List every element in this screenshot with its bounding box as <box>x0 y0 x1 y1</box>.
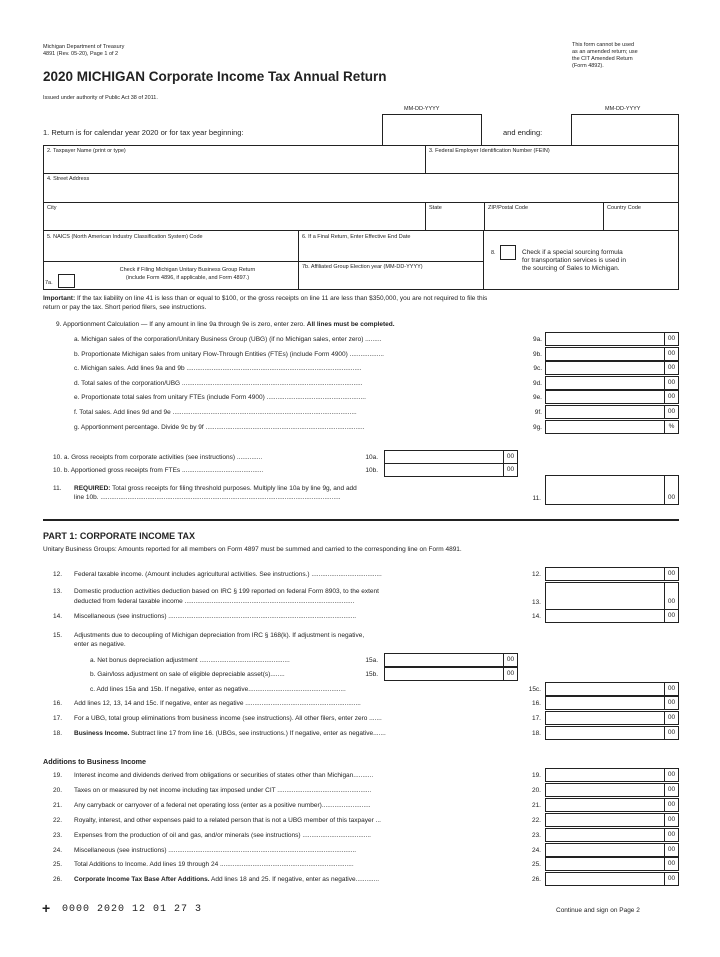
form-title: 2020 MICHIGAN Corporate Income Tax Annual Return <box>43 69 387 84</box>
line-number: 26. <box>53 876 63 884</box>
affiliated-group-date-field[interactable] <box>303 273 479 287</box>
line10-ref: 10a. <box>365 454 378 461</box>
line-text <box>74 772 514 780</box>
naics-field[interactable] <box>48 243 293 257</box>
line-bold-label: Business Income. <box>74 730 130 737</box>
tax-year-end-field[interactable] <box>571 114 679 146</box>
amended-note-4: (Form 4892). <box>572 63 604 69</box>
line15-number: 15. <box>53 632 63 639</box>
line-description: Taxes on or measured by net income including tax imposed under CIT .................................................... <box>74 786 372 794</box>
important-note-1: Important: If the tax liability on line 41 is less than or equal to $100, or the gross receipts on line 11 are less than $350,000, you are not required to file this <box>43 295 488 302</box>
line1-label: 1. Return is for calendar year 2020 or for tax year beginning: <box>43 128 244 137</box>
line9-text: d. Total sales of the corporation/UBG .................................................................................................... <box>74 379 363 387</box>
line-description: Add lines 18 and 25. If negative, enter as negative............. <box>209 876 380 884</box>
fein-label: 3. Federal Employer Identification Number (FEIN) <box>429 148 550 154</box>
line10-0-amount-field[interactable] <box>384 450 518 464</box>
line8-text-1: Check if a special sourcing formula <box>522 249 623 256</box>
naics-label: 5. NAICS (North American Industry Classification System) Code <box>47 234 203 240</box>
line15c-amount-field[interactable] <box>545 682 679 696</box>
line-22-cents: 00 <box>664 814 678 826</box>
line14-amount-field[interactable] <box>545 609 679 623</box>
line-description: Any carryback or carryover of a federal net operating loss (enter as a positive number)........................... <box>74 801 371 809</box>
line9-3-amount-field[interactable] <box>545 376 679 390</box>
line-number: 25. <box>53 861 63 869</box>
line-ref: 19. <box>531 772 541 779</box>
line11-amount-field[interactable] <box>545 475 679 505</box>
line9-text: e. Proportionate total sales from unitary FTEs (include Form 4900) ....................................................... <box>74 394 366 402</box>
street-address-label: 4. Street Address <box>47 176 90 182</box>
line-ref: 22. <box>531 816 541 824</box>
line9-text: f. Total sales. Add lines 9d and 9e ...................................................................................................... <box>74 409 357 416</box>
line12-number: 12. <box>53 571 63 578</box>
line7b-label: 7b. Affiliated Group Election year (MM-DD-YYYY) <box>302 264 423 270</box>
line15a-amount-field[interactable] <box>384 653 518 667</box>
city-field[interactable] <box>48 213 420 227</box>
state-field[interactable] <box>430 213 480 227</box>
line-number: 17. <box>53 715 63 722</box>
line-20-cents: 00 <box>664 784 678 796</box>
line9-text: c. Michigan sales. Add lines 9a and 9b ................................................................................................. <box>74 365 362 373</box>
line9-text: b. Proportionate Michigan sales from unitary Flow-Through Entities (FTEs) (include Form 4900) ................... <box>74 350 384 358</box>
taxpayer-name-field[interactable] <box>48 157 420 171</box>
line-number: 23. <box>53 831 63 839</box>
line-description: Total Additions to Income. Add lines 19 through 24 .......................................................................... <box>74 861 354 869</box>
line14-ref: 14. <box>531 613 541 620</box>
line-ref: 21. <box>531 801 541 809</box>
line-number: 18. <box>53 730 63 737</box>
fein-field[interactable] <box>430 157 674 171</box>
line15b-text: b. Gain/loss adjustment on sale of eligible depreciable asset(s)........ <box>90 671 285 678</box>
line-24-amount-field[interactable] <box>545 843 679 857</box>
part1-title: PART 1: CORPORATE INCOME TAX <box>43 531 196 541</box>
line13-text-2: deducted from federal taxable income .............................................................................................. <box>74 598 355 605</box>
line14-number: 14. <box>53 613 63 620</box>
line13-ref: 13. <box>531 599 541 606</box>
line-description: Subtract line 17 from line 16. (UBGs, see instructions.) If negative, enter as negative....... <box>129 730 386 737</box>
additions-heading: Additions to Business Income <box>43 757 147 766</box>
line-20-amount-field[interactable] <box>545 783 679 797</box>
line-24-cents: 00 <box>664 844 678 856</box>
line13-cents: 00 <box>664 583 678 609</box>
line-text <box>74 715 514 723</box>
line11-ref: 11. <box>532 495 541 502</box>
line7a-number: 7a. <box>45 280 53 286</box>
line9-2-cents: 00 <box>664 362 678 374</box>
line9-5-cents: 00 <box>664 406 678 418</box>
line9-0-amount-field[interactable] <box>545 332 679 346</box>
line11-cents: 00 <box>664 476 678 504</box>
amended-note-3: the CIT Amended Return <box>572 56 633 62</box>
line-26-cents: 00 <box>664 873 678 885</box>
zip-field[interactable] <box>489 213 599 227</box>
line-description: For a UBG, total group eliminations from business income (see instructions). All other filers, enter zero ....... <box>74 715 382 722</box>
line9-4-cents: 00 <box>664 391 678 403</box>
line15b-amount-field[interactable] <box>384 667 518 681</box>
final-return-label: 6. If a Final Return, Enter Effective End Date <box>302 234 411 240</box>
line9-5-amount-field[interactable] <box>545 405 679 419</box>
line7a-text-1: Check if Filing Michigan Unitary Business Group Return <box>119 267 256 273</box>
line-23-amount-field[interactable] <box>545 828 679 842</box>
line9-ref: 9f. <box>534 409 542 416</box>
line9-ref: 9e. <box>532 394 542 402</box>
line9-ref: 9b. <box>532 350 542 358</box>
line15c-text: c. Add lines 15a and 15b. If negative, enter as negative...................................................... <box>90 686 346 693</box>
line13-number: 13. <box>53 588 63 595</box>
line-ref: 16. <box>531 700 541 707</box>
state-label: State <box>429 205 442 211</box>
line-19-cents: 00 <box>664 769 678 781</box>
line-23-cents: 00 <box>664 829 678 841</box>
line-text <box>74 700 514 708</box>
line-ref: 26. <box>531 876 541 884</box>
line12-amount-field[interactable] <box>545 567 679 581</box>
line9-ref: 9c. <box>533 365 542 373</box>
line9-ref: 9d. <box>532 379 542 387</box>
line-description: Expenses from the production of oil and gas, and/or minerals (see instructions) ...................................... <box>74 831 371 839</box>
line15a-cents: 00 <box>503 654 517 666</box>
sourcing-formula-checkbox[interactable] <box>500 245 516 260</box>
line-21-amount-field[interactable] <box>545 798 679 812</box>
line-description: Royalty, interest, and other expenses paid to a related person that is not a UBG member of this taxpayer ... <box>74 816 381 824</box>
amended-note-1: This form cannot be used <box>572 42 635 48</box>
line9-text: a. Michigan sales of the corporation/Unitary Business Group (UBG) (if no Michigan sales, enter zero) ......... <box>74 336 382 343</box>
line-bold-label: Corporate Income Tax Base After Additions. <box>74 876 210 884</box>
line15b-cents: 00 <box>503 668 517 680</box>
line15-text-1: Adjustments due to decoupling of Michigan depreciation from IRC § 168(k). If adjustment is negative, <box>74 632 365 639</box>
line9-ref: 9a. <box>532 336 542 343</box>
line11-number: 11. <box>53 485 62 492</box>
and-ending-label: and ending: <box>503 128 543 137</box>
line10-0-cents: 00 <box>503 451 517 463</box>
taxpayer-name-label: 2. Taxpayer Name (print or type) <box>47 148 126 154</box>
line-number: 16. <box>53 700 63 707</box>
amended-note-2: as an amended return; use <box>572 49 638 55</box>
line-ref: 17. <box>531 715 541 722</box>
line-ref: 18. <box>531 730 541 737</box>
line-ref: 25. <box>531 861 541 869</box>
line-text <box>74 861 514 869</box>
line-text <box>74 817 514 825</box>
line-text <box>74 876 514 884</box>
line-number: 22. <box>53 816 63 824</box>
line-text <box>74 730 514 738</box>
line-text <box>74 802 514 810</box>
line10-text: 10. a. Gross receipts from corporate activities (see instructions) .............. <box>53 454 263 461</box>
date-format-end: MM-DD-YYYY <box>605 106 641 112</box>
line8-text-3: the sourcing of Sales to Michigan. <box>522 265 620 272</box>
line-ref: 23. <box>531 831 541 839</box>
scan-code: 0000 2020 12 01 27 3 <box>62 904 203 915</box>
line-description: Add lines 12, 13, 14 and 15c. If negative, enter as negative ................................................................ <box>74 700 361 707</box>
final-return-date-field[interactable] <box>303 243 479 257</box>
line-number: 21. <box>53 801 63 809</box>
line-21-cents: 00 <box>664 799 678 811</box>
line-16-cents: 00 <box>664 697 678 709</box>
line-description: Miscellaneous (see instructions) ........................................................................................................ <box>74 846 357 854</box>
line9-1-cents: 00 <box>664 348 678 360</box>
line9-ref: 9g. <box>532 423 542 431</box>
line10-1-amount-field[interactable] <box>384 463 518 477</box>
line-number: 19. <box>53 772 63 779</box>
line-description: Interest income and dividends derived from obligations or securities of states other than Michigan........... <box>74 772 374 779</box>
zip-label: ZIP/Postal Code <box>488 205 529 211</box>
line9-text: g. Apportionment percentage. Divide 9c by 9f ........................................................................................ <box>74 423 365 431</box>
line9-6-cents: % <box>664 421 678 433</box>
line-25-cents: 00 <box>664 858 678 870</box>
country-code-field[interactable] <box>608 213 676 227</box>
line15a-ref: 15a. <box>365 657 378 664</box>
line10-text: 10. b. Apportioned gross receipts from FTEs ............................................. <box>53 467 264 474</box>
line-18-cents: 00 <box>664 727 678 739</box>
line8-number: 8. <box>491 250 496 256</box>
line9-3-cents: 00 <box>664 377 678 389</box>
line9-4-amount-field[interactable] <box>545 390 679 404</box>
line9-6-amount-field[interactable] <box>545 420 679 434</box>
line13-text-1: Domestic production activities deduction based on IRC § 199 reported on federal Form 8903, to the extent <box>74 588 379 595</box>
line-25-amount-field[interactable] <box>545 857 679 871</box>
line12-ref: 12. <box>531 571 541 578</box>
line12-cents: 00 <box>664 568 678 580</box>
ubg-return-checkbox[interactable] <box>58 274 75 288</box>
tax-year-begin-field[interactable] <box>382 114 482 146</box>
line-number: 20. <box>53 786 63 794</box>
line14-text: Miscellaneous (see instructions) ........................................................................................................ <box>74 613 357 620</box>
line9-0-cents: 00 <box>664 333 678 345</box>
line11-text-2: line 10b. ..................................................................................................................................... <box>74 494 341 501</box>
line15a-text: a. Net bonus depreciation adjustment .................................................. <box>90 657 290 664</box>
line-16-amount-field[interactable] <box>545 696 679 710</box>
line10-ref: 10b. <box>365 467 378 474</box>
continue-note: Continue and sign on Page 2 <box>556 907 640 914</box>
line-17-cents: 00 <box>664 712 678 724</box>
line-ref: 24. <box>531 846 541 854</box>
line9-heading: 9. Apportionment Calculation — If any amount in line 9a through 9e is zero, enter zero. All lines must be completed. <box>56 321 395 328</box>
street-address-field[interactable] <box>48 185 674 199</box>
line10-1-cents: 00 <box>503 464 517 476</box>
line-number: 24. <box>53 846 63 854</box>
line11-text-1: REQUIRED: Total gross receipts for filing threshold purposes. Multiply line 10a by line 9g, and add <box>74 485 357 492</box>
dept-name: Michigan Department of Treasury <box>43 44 125 50</box>
line-17-amount-field[interactable] <box>545 711 679 725</box>
line-text <box>74 847 514 855</box>
form-revision: 4891 (Rev. 05-20), Page 1 of 2 <box>43 51 119 57</box>
line9-2-amount-field[interactable] <box>545 361 679 375</box>
line-26-amount-field[interactable] <box>545 872 679 886</box>
date-format-begin: MM-DD-YYYY <box>404 106 440 112</box>
part1-note: Unitary Business Groups: Amounts reported for all members on Form 4897 must be summed and carried to the corresponding line on Form 4891. <box>43 546 462 553</box>
line8-text-2: for transportation services is used in <box>522 257 627 264</box>
authority-note: Issued under authority of Public Act 38 of 2011. <box>43 95 158 101</box>
city-label: City <box>47 205 57 211</box>
line7a-text-2: (include Form 4896, if applicable, and Form 4897.) <box>125 275 250 281</box>
line-text <box>74 787 514 795</box>
line15-text-2: enter as negative. <box>74 641 126 648</box>
line13-amount-field[interactable] <box>545 582 679 610</box>
line-18-amount-field[interactable] <box>545 726 679 740</box>
line-22-amount-field[interactable] <box>545 813 679 827</box>
line-19-amount-field[interactable] <box>545 768 679 782</box>
line12-text: Federal taxable income. (Amount includes agricultural activities. See instructions.) ....................................... <box>74 571 382 578</box>
country-code-label: Country Code <box>607 205 641 211</box>
line15c-cents: 00 <box>664 683 678 695</box>
line15b-ref: 15b. <box>365 671 378 678</box>
line-text <box>74 832 514 840</box>
plus-mark: + <box>42 900 51 916</box>
line9-1-amount-field[interactable] <box>545 347 679 361</box>
important-note-2: return or pay the tax. Short period filers, see instructions. <box>43 304 207 311</box>
line15c-ref: 15c. <box>528 686 541 693</box>
line-ref: 20. <box>531 786 541 794</box>
line14-cents: 00 <box>664 610 678 622</box>
